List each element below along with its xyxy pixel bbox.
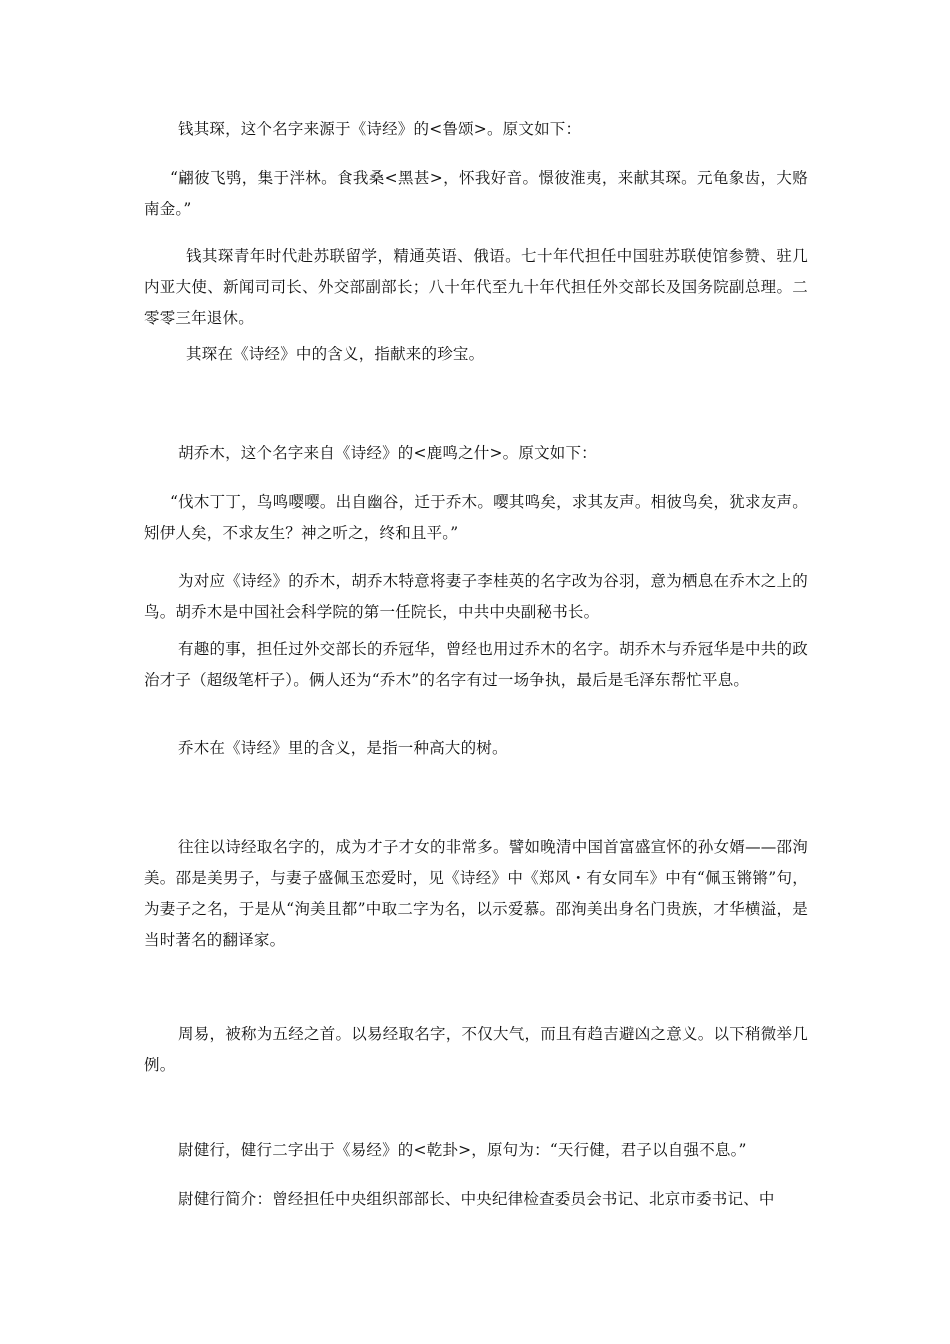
paragraph-wei-jianxing-bio: 尉健行简介：曾经担任中央组织部部长、中央纪律检查委员会书记、北京市委书记、中 bbox=[178, 1190, 775, 1208]
paragraph-luming-quote: “伐木丁丁，鸟鸣嘤嘤。出自幽谷，迁于乔木。嘤其鸣矣，求其友声。相彼鸟矣，犹求友声。矧伊人矣，不求友生？神之听之，终和且平。” bbox=[144, 493, 808, 542]
paragraph-hu-qiaomu-origin: 胡乔木，这个名字来自《诗经》的<鹿鸣之什>。原文如下： bbox=[178, 444, 597, 462]
paragraph-qichen-meaning: 其琛在《诗经》中的含义，指献来的珍宝。 bbox=[186, 345, 485, 363]
paragraph-qian-qichen-origin: 钱其琛，这个名字来源于《诗经》的<鲁颂>。原文如下： bbox=[178, 120, 582, 138]
paragraph-qian-qichen-bio: 钱其琛青年时代赴苏联留学，精通英语、俄语。七十年代担任中国驻苏联使馆参赞、驻几内亚大使、新闻司司长、外交部副部长；八十年代至九十年代担任外交部长及国务院副总理。二零零三年退休。 bbox=[144, 247, 808, 327]
paragraph-qiaomu-meaning: 乔木在《诗经》里的含义，是指一种高大的树。 bbox=[178, 739, 508, 757]
paragraph-wei-jianxing-origin: 尉健行，健行二字出于《易经》的<乾卦>，原句为：“天行健，君子以自强不息。” bbox=[178, 1141, 747, 1159]
paragraph-lusong-quote: “翩彼飞鸮，集于泮林。食我桑<黑甚>，怀我好音。憬彼淮夷，来献其琛。元龟象齿，大赂南金。” bbox=[144, 169, 808, 218]
paragraph-qiao-guanhua: 有趣的事，担任过外交部长的乔冠华，曾经也用过乔木的名字。胡乔木与乔冠华是中共的政治才子（超级笔杆子）。俩人还为“乔木”的名字有过一场争执，最后是毛泽东帮忙平息。 bbox=[144, 640, 808, 689]
paragraph-gu-yu-rename: 为对应《诗经》的乔木，胡乔木特意将妻子李桂英的名字改为谷羽，意为栖息在乔木之上的鸟。胡乔木是中国社会科学院的第一任院长，中共中央副秘书长。 bbox=[144, 572, 808, 621]
paragraph-zhouyi-intro: 周易，被称为五经之首。以易经取名字，不仅大气，而且有趋吉避凶之意义。以下稍微举几例。 bbox=[144, 1025, 808, 1074]
paragraph-shao-xunmei: 往往以诗经取名字的，成为才子才女的非常多。譬如晚清中国首富盛宣怀的孙女婿——邵洵美。邵是美男子，与妻子盛佩玉恋爱时，见《诗经》中《郑风・有女同车》中有“佩玉锵锵”句，为妻子之名，于是从“洵美且都”中取二字为名，以示爱慕。邵洵美出身名门贵族，才华横溢，是当时著名的翻译家。 bbox=[144, 838, 808, 949]
